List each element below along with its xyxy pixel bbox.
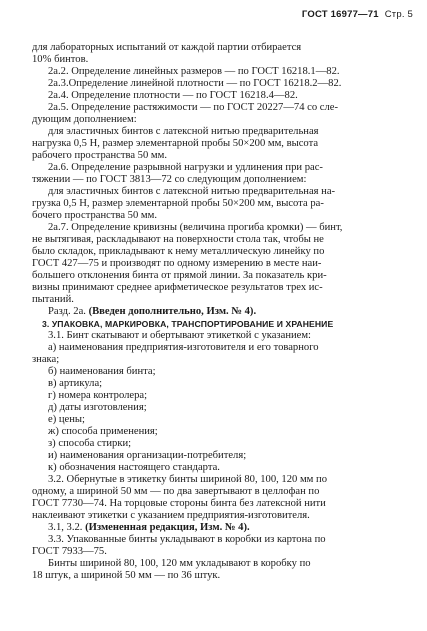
- text-line: грузка 0,5 Н, размер элементарной пробы 50×200 мм, высота ра-: [32, 198, 324, 209]
- text-line: 10% бинтов.: [32, 54, 89, 65]
- text-line: ГОСТ 7933—75.: [32, 546, 107, 557]
- text-line: для эластичных бинтов с латексной нитью предварительная: [48, 126, 319, 137]
- text-line: рабочего пространства 50 мм.: [32, 150, 167, 161]
- text-line: б) наименования бинта;: [48, 366, 156, 377]
- text-line: одному, а шириной 50 мм — по два завертывают в целлофан по: [32, 486, 320, 497]
- text-line: Бинты шириной 80, 100, 120 мм укладывают в коробку по: [48, 558, 311, 569]
- text-line: а) наименования предприятия-изготовителя и его товарного: [48, 342, 319, 353]
- text-line: 2а.6. Определение разрывной нагрузки и удлинения при рас-: [48, 162, 323, 173]
- text-line: 3.3. Упакованные бинты укладывают в коробки из картона по: [48, 534, 326, 545]
- text-line: дующим дополнением:: [32, 114, 137, 125]
- text-line: г) номера контролера;: [48, 390, 148, 401]
- text-line: визны принимают среднее арифметическое результатов трех ис-: [32, 282, 323, 293]
- text-line: было складок, прикладывают к нему металлическую линейку по: [32, 246, 325, 257]
- page-number: Стр. 5: [384, 9, 413, 20]
- text-line: 3.2. Обернутые в этикетку бинты шириной 80, 100, 120 мм по: [48, 474, 327, 485]
- text-line: 3.1. Бинт скатывают и обертывают этикеткой с указанием:: [48, 330, 312, 341]
- text-line: ГОСТ 427—75 и производят по одному измерению в месте наи-: [32, 258, 322, 269]
- text-line: бочего пространства 50 мм.: [32, 210, 157, 221]
- text-line: 2а.7. Определение кривизны (величина прогиба кромки) — бинт,: [48, 222, 343, 233]
- standard-number: ГОСТ 16977—71: [301, 9, 379, 20]
- text-line: и) наименования организации-потребителя;: [48, 450, 247, 461]
- text-line: пытаний.: [32, 294, 74, 305]
- text-line: ГОСТ 7730—74. На торцовые стороны бинта без латексной нити: [32, 498, 326, 509]
- text-line: ж) способа применения;: [48, 426, 158, 437]
- text-line: 2а.5. Определение растяжимости — по ГОСТ 20227—74 со сле-: [48, 102, 339, 113]
- text-line: не вытягивая, раскладывают на поверхности стола так, чтобы не: [32, 234, 324, 245]
- text-line: 3.1, 3.2. (Измененная редакция, Изм. № 4).: [48, 522, 250, 533]
- page-header: [302, 9, 413, 20]
- text-line: 18 штук, а шириной 50 мм — по 36 штук.: [32, 570, 221, 581]
- text-line: для лабораторных испытаний от каждой партии отбирается: [32, 42, 302, 53]
- text-line: нагрузка 0,5 Н, размер элементарной пробы 50×200 мм, высота: [32, 138, 319, 149]
- text-line: 2а.2. Определение линейных размеров — по ГОСТ 16218.1—82.: [48, 66, 340, 77]
- text-line: д) даты изготовления;: [48, 402, 147, 413]
- text-line: Разд. 2а. (Введен дополнительно, Изм. № 4).: [48, 306, 257, 317]
- section-heading: 3. УПАКОВКА, МАРКИРОВКА, ТРАНСПОРТИРОВАНИЕ И ХРАНЕНИЕ: [42, 319, 334, 329]
- text-line: з) способа стирки;: [48, 438, 132, 449]
- text-line: большего отклонения бинта от прямой линии. За показатель кри-: [32, 270, 327, 281]
- text-line: к) обозначения настоящего стандарта.: [48, 462, 220, 473]
- text-line: знака;: [32, 354, 60, 365]
- text-line: 2а.3.Определение линейной плотности — по ГОСТ 16218.2—82.: [48, 78, 342, 89]
- document-body: [32, 42, 414, 582]
- text-line: наклеивают этикетки с указанием предприятия-изготовителя.: [32, 510, 310, 521]
- text-line: 2а.4. Определение плотности — по ГОСТ 16218.4—82.: [48, 90, 298, 101]
- text-line: е) цены;: [48, 414, 85, 425]
- text-line: для эластичных бинтов с латексной нитью предварительная на-: [48, 186, 336, 197]
- text-line: тяжении — по ГОСТ 3813—72 со следующим дополнением:: [32, 174, 307, 185]
- text-line: в) артикула;: [48, 378, 103, 389]
